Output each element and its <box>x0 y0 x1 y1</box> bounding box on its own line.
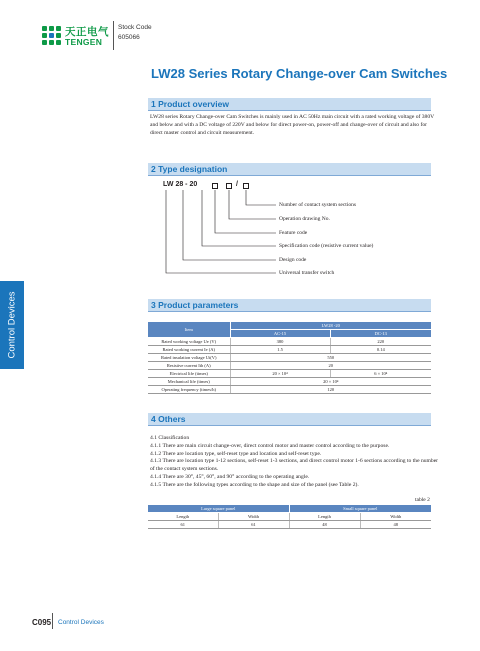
large-panel-header: Large square panel <box>148 505 289 513</box>
designation-label: Design code <box>279 257 307 263</box>
table-cell: 48 <box>289 521 360 529</box>
table-row <box>148 354 431 362</box>
span-value: 120 <box>230 386 431 394</box>
table-row <box>148 386 431 394</box>
section-header-overview <box>148 98 431 111</box>
others-line: 4.1.2 There are location type, self-reset type and location and self-reset type. <box>150 450 322 457</box>
row-label: Resistive current Ith (A) <box>148 362 230 370</box>
table-header-row <box>148 505 431 513</box>
section-header-type-designation <box>148 163 431 176</box>
designation-label: Number of contact system sections <box>279 202 356 208</box>
stock-code-label: Stock Code <box>118 24 152 31</box>
others-text <box>150 435 440 490</box>
width-header: Width <box>218 513 289 521</box>
ac-value: 380 <box>230 338 330 346</box>
model-header: LW28 -20 <box>230 322 431 330</box>
placeholder-box <box>243 183 249 189</box>
tengen-logo <box>42 24 112 48</box>
designation-label: Specification code (resistive current value) <box>279 243 374 249</box>
span-value: 550 <box>230 354 431 362</box>
placeholder-box <box>212 183 218 189</box>
dc-value: 6 × 10⁴ <box>330 370 431 378</box>
ac-value: 1.5 <box>230 346 330 354</box>
table-row <box>148 378 431 386</box>
table-header-row <box>148 322 431 330</box>
section-header-others <box>148 413 431 426</box>
others-line: 4.1.3 There are location type 1-12 sections, self-reset 1-3 sections, and direct control motor 1-6 sections according to the number of the contact system sections. <box>150 458 439 473</box>
table-cell: 61 <box>218 521 289 529</box>
row-label: Rated working voltage Ue (V) <box>148 338 230 346</box>
section-heading-text: 3 Product parameters <box>151 300 239 310</box>
dc-value: 0.14 <box>330 346 431 354</box>
section-heading-text: 4 Others <box>151 414 186 424</box>
page-title: LW28 Series Rotary Change-over Cam Switches <box>151 66 448 81</box>
ac-value: 20 × 10⁴ <box>230 370 330 378</box>
table-row <box>148 346 431 354</box>
logo-chinese-text: 天正电气 <box>65 26 109 38</box>
footer-section-label: Control Devices <box>58 619 104 626</box>
footer-divider <box>52 613 53 629</box>
length-header: Length <box>148 513 218 521</box>
table-row <box>148 521 431 529</box>
type-designation-code: LW 28 - 20 <box>163 181 198 188</box>
section-header-parameters <box>148 299 431 312</box>
table-2-label: table 2 <box>415 497 430 503</box>
panel-size-table <box>148 505 431 529</box>
stock-code-value: 605066 <box>118 34 140 41</box>
page-number: C095 <box>32 618 52 627</box>
dc-value: 220 <box>330 338 431 346</box>
section-heading-text: 1 Product overview <box>151 99 229 109</box>
length-header: Length <box>289 513 360 521</box>
width-header: Width <box>360 513 431 521</box>
section-heading-text: 2 Type designation <box>151 164 228 174</box>
logo-english-text: TENGEN <box>65 37 103 47</box>
others-line: 4.1.1 There are main circuit change-over, direct control motor and master control according to the purpose. <box>150 442 390 449</box>
header-divider <box>113 21 114 50</box>
row-label: Electrical life (times) <box>148 370 230 378</box>
table-cell: 48 <box>360 521 431 529</box>
dc-header: DC-13 <box>330 330 431 338</box>
placeholder-box <box>226 183 232 189</box>
designation-label: Operation drawing No. <box>279 216 330 222</box>
row-label: Operating frequency (times/h) <box>148 386 230 394</box>
ac-header: AC-15 <box>230 330 330 338</box>
table-row <box>148 362 431 370</box>
type-designation-separator: / <box>236 181 238 188</box>
others-line: 4.1.5 There are the following types according to the shape and size of the panel (see Table 2). <box>150 481 359 488</box>
row-label: Rated insulation voltage Ui(V) <box>148 354 230 362</box>
row-label: Mechanical life (times) <box>148 378 230 386</box>
row-label: Rated working current Ie (A) <box>148 346 230 354</box>
table-row <box>148 370 431 378</box>
small-panel-header: Small square panel <box>289 505 431 513</box>
designation-label: Feature code <box>279 230 308 236</box>
parameters-table <box>148 322 431 394</box>
table-row <box>148 338 431 346</box>
designation-label: Universal transfer switch <box>279 270 335 276</box>
span-value: 20 × 10⁴ <box>230 378 431 386</box>
table-subheader-row <box>148 513 431 521</box>
logo-mark-icon <box>42 26 62 46</box>
item-header: Item <box>148 322 230 338</box>
table-cell: 61 <box>148 521 218 529</box>
others-line: 4.1 Classification <box>150 435 190 441</box>
overview-paragraph: LW28 series Rotary Change-over Cam Switches is mainly used in AC 50Hz main circuit with a rated working voltage of 380V and below and with a DC voltage of 220V and below for direct power-on, power-off and change-over of circuit and also for direct master control and circuit measurement. <box>150 114 435 136</box>
span-value: 20 <box>230 362 431 370</box>
others-line: 4.1.4 There are 30°, 45°, 60°, and 90° according to the operating angle. <box>150 473 310 480</box>
side-category-label: Control Devices <box>6 291 18 359</box>
